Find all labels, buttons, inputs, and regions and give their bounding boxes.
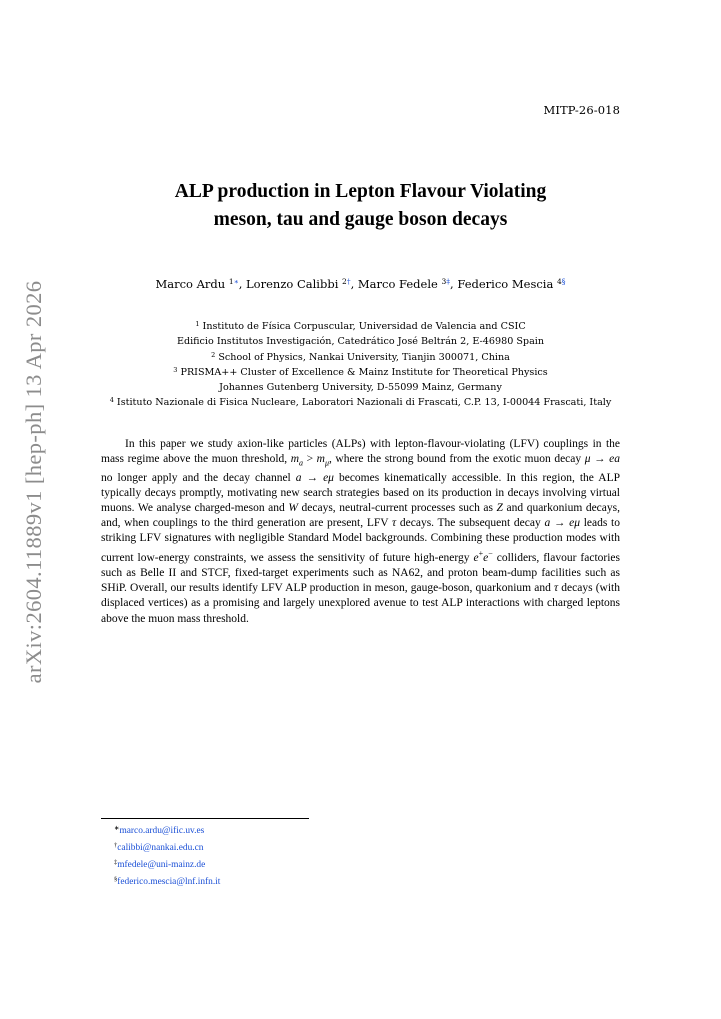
affiliation-number: 4 bbox=[109, 396, 114, 405]
affiliation-text: Instituto de Física Corpuscular, Universidad de Valencia and CSIC bbox=[202, 321, 526, 332]
title-line-1: ALP production in Lepton Flavour Violating bbox=[174, 181, 547, 202]
author-name: Lorenzo Calibbi bbox=[246, 277, 339, 291]
footnote-mark: ‡ bbox=[114, 858, 118, 866]
author-name: Marco Ardu bbox=[155, 277, 226, 291]
author-footnote-link[interactable]: ‡ bbox=[446, 277, 451, 286]
author-footnote-link[interactable]: ∗ bbox=[233, 277, 239, 286]
email-link[interactable]: calibbi@nankai.edu.cn bbox=[117, 842, 204, 853]
paper-title bbox=[100, 178, 621, 234]
author-affiliation-mark: 1 bbox=[228, 277, 234, 286]
footnote-item bbox=[114, 839, 220, 856]
footnote-mark: † bbox=[114, 841, 118, 849]
author-affiliation-mark: 3 bbox=[441, 277, 447, 286]
report-number: MITP-26-018 bbox=[543, 103, 620, 117]
email-link[interactable]: mfedele@uni-mainz.de bbox=[117, 859, 206, 870]
footnote-mark: § bbox=[114, 875, 118, 883]
title-line-2: meson, tau and gauge boson decays bbox=[213, 209, 508, 230]
footnote-item bbox=[114, 856, 220, 873]
footnote-mark: ∗ bbox=[114, 825, 120, 832]
affiliation-number: 1 bbox=[195, 320, 200, 328]
footnotes bbox=[114, 822, 220, 890]
author-list: Marco Ardu $^{1∗}$, Lorenzo Calibbi $^{2\dagger}$, Marco Fedele $^{3\ddagger}$, Federico Mescia $^{4\S}$ bbox=[155, 277, 566, 291]
author-footnote-link[interactable]: § bbox=[561, 277, 566, 286]
affiliation-line bbox=[90, 333, 631, 348]
affiliation-text: School of Physics, Nankai University, Tianjin 300071, China bbox=[218, 351, 510, 363]
affiliation-line bbox=[90, 364, 631, 379]
arxiv-stamp-text: arXiv:2604.11889v1 [hep-ph] 13 Apr 2026 bbox=[21, 280, 46, 684]
author-name: Federico Mescia bbox=[457, 277, 554, 291]
affiliation-number: 3 bbox=[173, 365, 178, 374]
affiliation-text: Johannes Gutenberg University, D-55099 Mainz, Germany bbox=[219, 382, 502, 394]
arxiv-stamp bbox=[21, 280, 46, 684]
affiliation-text: Istituto Nazionale di Fisica Nucleare, Laboratori Nazionali di Frascati, C.P. 13, I-00044 Frascati, Italy bbox=[116, 397, 612, 409]
author-footnote-link[interactable]: † bbox=[346, 277, 351, 286]
author-affiliation-mark: 4 bbox=[556, 277, 562, 286]
affiliation-line bbox=[90, 349, 631, 364]
email-link[interactable]: federico.mescia@lnf.infn.it bbox=[117, 876, 221, 887]
affiliation-text: Edificio Institutos Investigación, Catedrático José Beltrán 2, E-46980 Spain bbox=[176, 336, 545, 348]
footnote-rule bbox=[101, 818, 309, 819]
affiliation-number: 2 bbox=[211, 350, 216, 359]
affiliation-list bbox=[90, 318, 631, 410]
affiliation-line bbox=[90, 394, 631, 409]
footnote-item bbox=[114, 873, 220, 890]
affiliation-text: PRISMA++ Cluster of Excellence & Mainz Institute for Theoretical Physics bbox=[180, 366, 548, 378]
affiliation-line bbox=[90, 379, 631, 394]
author-name: Marco Fedele bbox=[357, 277, 438, 291]
abstract: In this paper we study axion-like particles (ALPs) with lepton-flavour-violating (LFV) couplings in the mass regime above the muon threshold, $m_a > m_\mu$, where the strong bound from the exotic muon decay μ → ea no longer apply and the decay channel a → eμ becomes kinematically accessible. In this region, the ALP typically decays promptly, motivating new search strategies based on its production in decays involving virtual muons. We analyse charged-meson and W decays, neutral-current processes such as Z and quarkonium decays, and, when couplings to the third generation are present, LFV τ decays. The subsequent decay a → eμ leads to striking LFV signatures with negligible Standard Model backgrounds. Combining these production modes with current low-energy constraints, we assess the sensitivity of future high-energy e+e− colliders, flavour factories such as Belle II and STCF, fixed-target experiments such as NA62, and proton beam-dump facilities such as SHiP. Overall, our results identify LFV ALP production in meson, gauge-boson, quarkonium and τ decays (with displaced vertices) as a promising and largely unexplored avenue to test ALP interactions with charged leptons above the muon mass threshold. bbox=[101, 438, 620, 625]
affiliation-line bbox=[90, 318, 631, 333]
author-affiliation-mark: 2 bbox=[342, 277, 347, 286]
email-link[interactable]: marco.ardu@ific.uv.es bbox=[119, 826, 205, 836]
footnote-item bbox=[114, 822, 220, 839]
